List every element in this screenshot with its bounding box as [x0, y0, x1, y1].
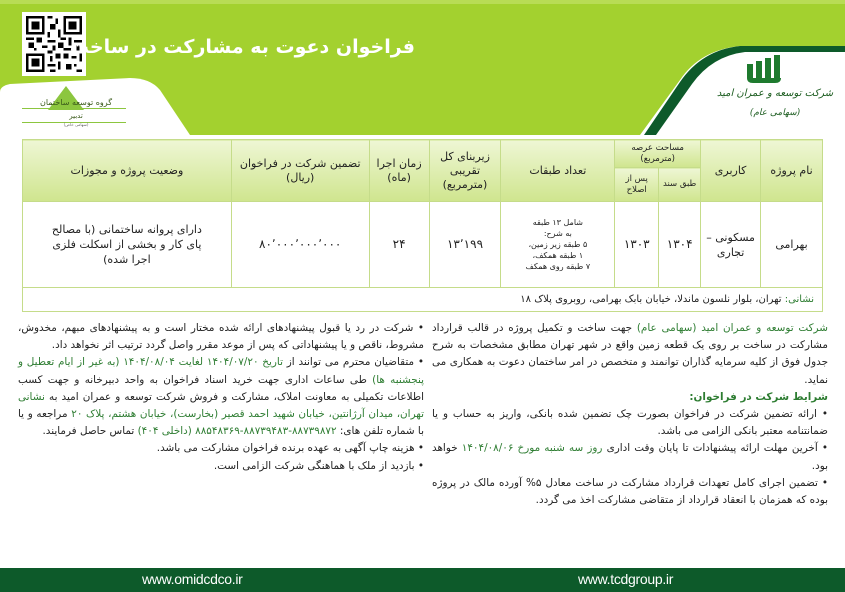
floors-line: به شرح: [543, 229, 572, 238]
address-row [23, 288, 823, 312]
bars-logo-icon [745, 54, 789, 84]
floors-line: ۱ طبقه همکف، [532, 251, 584, 260]
header-guarantee: تضمین شرکت در فراخوان (ریال) [231, 140, 369, 202]
deadline-date: روز سه شنبه مورخ ۱۴۰۴/۰۸/۰۶ [461, 442, 603, 455]
contact-address: نشانی تهران، میدان آرژانتین، خیابان شهید احمد قصیر (بخارست)، خیابان هشتم، پلاک ۲۰ [18, 390, 424, 421]
right-column-text [432, 320, 828, 509]
contact-text: مراجعه و یا با شماره تلفن های: [18, 408, 424, 438]
website-link-omidcdco[interactable]: www.omidcdco.ir [142, 571, 243, 587]
contact-phones: ۸۸۷۳۹۸۷۲-۸۸۷۳۹۴۸۳-۸۸۵۴۸۳۶۹ (داخلی ۴۰۴) [137, 425, 337, 438]
cell-duration: ۲۴ [369, 202, 429, 288]
header-floors: تعداد طبقات [501, 140, 615, 202]
footer-bar [0, 568, 845, 592]
omid-logo-subtitle: (سهامی عام) [749, 108, 801, 118]
contact-text: تماس حاصل فرمایند. [42, 425, 135, 438]
page-title: فراخوان دعوت به مشارکت در ساخت [69, 36, 415, 58]
header-area: مساحت عرصه (مترمربع) [615, 140, 701, 168]
contact-text: متقاضیان محترم می توانند از [286, 356, 415, 369]
floors-line: شامل ۱۳ طبقه [532, 218, 583, 227]
contact-text: طی ساعات اداری جهت خرید اسناد فراخوان به واحد دبیرخانه و جهت کسب اطلاعات تکمیلی به معاونت املاک، مشارکت و فروش شرکت توسعه و عمران امید به [18, 373, 424, 403]
condition-bullet: • شرکت در رد یا قبول پیشنهادهای ارائه شده مختار است و به پیشنهادهای مبهم، مخدوش، مشروط، ناقص و یا پیشنهاداتی که پس از موعد مقرر واصل گردد ترتیب اثر نخواهد داد. [18, 320, 424, 354]
address-value: تهران، بلوار نلسون ماندلا، خیابان بابک بهرامی، روبروی پلاک ۱۸ [520, 294, 782, 305]
cell-project-name: بهرامی [761, 202, 823, 288]
header-status: وضعیت پروژه و مجوزات [23, 140, 232, 202]
header-usage: کاربری [701, 140, 761, 202]
condition-bullet: • هزینه چاپ آگهی به عهده برنده فراخوان مشارکت می باشد. [18, 440, 424, 457]
address-label: نشانی: [784, 294, 814, 305]
cell-usage: مسکونی – تجاری [701, 202, 761, 288]
floors-line: ۵ طبقه زیر زمین، [528, 240, 588, 249]
condition-bullet-contact [18, 354, 424, 440]
tadbir-logo [14, 86, 134, 132]
condition-bullet: • بازدید از ملک با هماهنگی شرکت الزامی است. [18, 458, 424, 475]
intro-paragraph [432, 320, 828, 389]
project-table [22, 139, 823, 312]
deadline-text: آخرین مهلت ارائه پیشنهادات تا پایان وقت اداری [606, 442, 818, 455]
condition-bullet-deadline [432, 440, 828, 474]
header-project-name: نام پروژه [761, 140, 823, 202]
floors-line: ۷ طبقه روی همکف [525, 262, 591, 271]
logo-divider [22, 108, 126, 109]
left-column-text [18, 320, 424, 475]
cell-area-after-correction: ۱۳۰۳ [615, 202, 659, 288]
header-gross-area: زیربنای کل تقریبی (مترمربع) [429, 140, 501, 202]
deadline-suffix: خواهد بود. [432, 442, 828, 472]
intro-text: جهت ساخت و تکمیل پروژه در قالب قرارداد مشارکت در ساخت بر روی یک قطعه زمین واقع در شهر تهران مطابق مشخصات به شرح جدول فوق از کلیه سرمایه گذاران توانمند و متخصص در امر ساختمان دعوت به همکاری می نماید. [432, 322, 828, 386]
cell-status: دارای پروانه ساختمانی (با مصالح پای کار و بخشی از اسکلت فلزی اجرا شده) [23, 202, 232, 288]
website-link-tcdgroup[interactable]: www.tcdgroup.ir [578, 571, 674, 587]
header-area-by-deed: طبق سند [659, 168, 701, 202]
tadbir-logo-line2: تدبیر [69, 112, 83, 120]
header-duration: زمان اجرا (ماه) [369, 140, 429, 202]
intro-company: شرکت توسعه و عمران امید (سهامی عام) [636, 322, 828, 334]
tadbir-logo-line1: گروه توسعه ساختمان [39, 98, 112, 107]
conditions-title: شرایط شرکت در فراخوان: [689, 390, 828, 403]
header-area-after-correction: پس از اصلاح [615, 168, 659, 202]
cell-gross-area: ۱۳٬۱۹۹ [429, 202, 501, 288]
condition-bullet: • ارائه تضمین شرکت در فراخوان بصورت چک تضمین شده بانکی، واریز به حساب و یا ضمانتنامه معتبر بانکی الزامی می باشد. [432, 406, 828, 440]
condition-bullet: • تضمین اجرای کامل تعهدات قرارداد مشارکت در ساخت معادل ۵% آورده مالک در پروژه بوده که همزمان با انعقاد قرارداد از متقاضی مشارکت اخذ می گردد. [432, 475, 828, 509]
header-banner [0, 0, 845, 135]
cell-guarantee: ۸۰٬۰۰۰٬۰۰۰٬۰۰۰ [231, 202, 369, 288]
cell-area-by-deed: ۱۳۰۴ [659, 202, 701, 288]
contact-dates: تاریخ ۱۴۰۴/۰۷/۲۰ لغایت ۱۴۰۴/۰۸/۰۴ (به غیر از ایام تعطیل و پنجشنبه ها) [18, 356, 424, 386]
omid-logo [715, 48, 835, 134]
table-row [23, 202, 823, 288]
address-cell [23, 288, 823, 312]
omid-logo-name: شرکت توسعه و عمران امید [716, 88, 834, 99]
cell-floors [501, 202, 615, 288]
tadbir-logo-line3: (سهامی خاص) [63, 122, 89, 127]
